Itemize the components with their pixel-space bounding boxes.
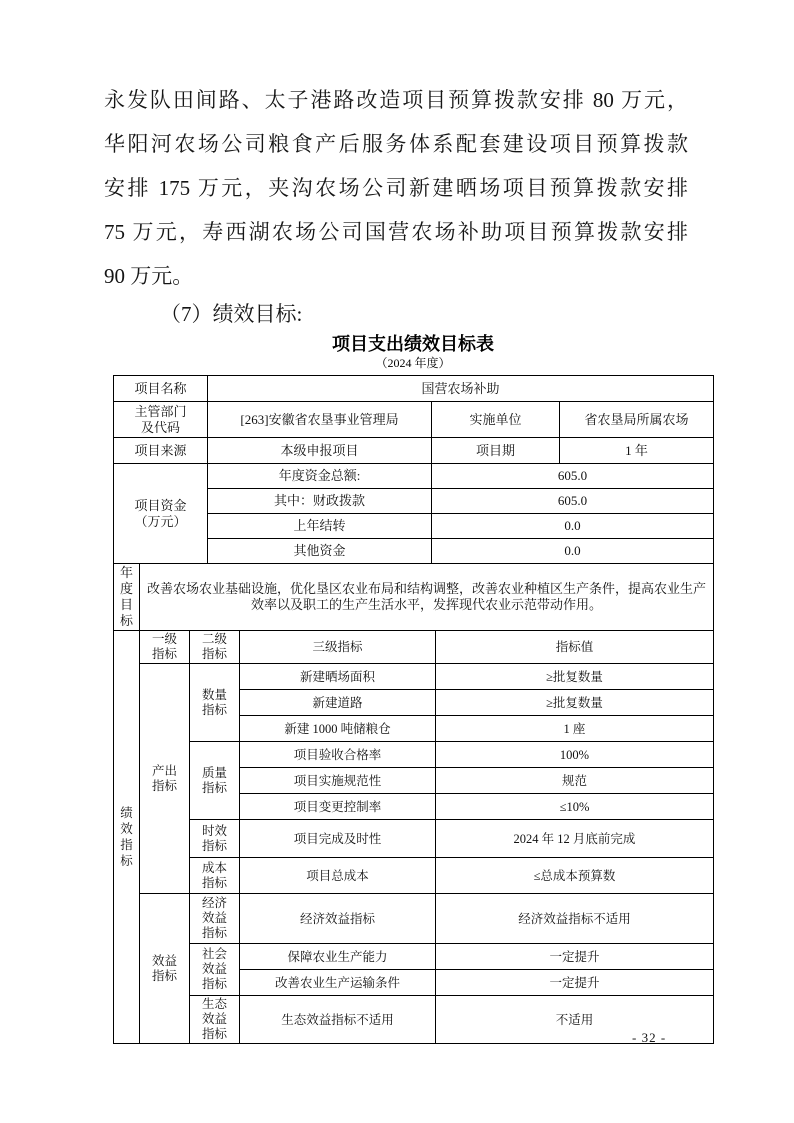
level2-ecological-text: 生态效益指标 — [201, 997, 227, 1041]
table-subtitle: （2024 年度） — [375, 356, 451, 370]
level1-output — [140, 664, 190, 894]
indicator-cell: 新建晒场面积 — [240, 664, 436, 690]
indicator-cell: 生态效益指标不适用 — [240, 996, 436, 1044]
indicator-cell: 项目变更控制率 — [240, 794, 436, 820]
indicator-row — [114, 894, 714, 944]
project-funds-label-text: 项目资金（万元） — [134, 497, 187, 529]
value-cell: 一定提升 — [436, 944, 714, 970]
project-period-label: 项目期 — [432, 438, 560, 464]
dept-value: [263]安徽省农垦事业管理局 — [208, 402, 432, 438]
annual-goal-label: 年度目标 — [114, 564, 140, 631]
funds-row-label: 其中：财政拨款 — [208, 489, 432, 514]
level2-quality — [190, 742, 240, 820]
level2-social — [190, 944, 240, 996]
level2-cost — [190, 858, 240, 894]
project-name-value: 国营农场补助 — [208, 376, 714, 402]
header-level2-text: 二级指标 — [201, 632, 227, 661]
indicator-cell: 保障农业生产能力 — [240, 944, 436, 970]
indicator-row — [114, 858, 714, 894]
section-heading: （7）绩效目标: — [160, 302, 303, 326]
table-row — [114, 464, 714, 489]
level1-output-text: 产出指标 — [151, 763, 177, 793]
paragraph-line: 75 万元，寿西湖农场公司国营农场补助项目预算拨款安排 — [104, 220, 688, 244]
value-cell: ≤总成本预算数 — [436, 858, 714, 894]
value-cell: 规范 — [436, 768, 714, 794]
dept-label-text: 主管部门及代码 — [134, 403, 187, 435]
indicator-row — [114, 996, 714, 1044]
indicator-cell: 新建道路 — [240, 690, 436, 716]
indicator-cell: 改善农业生产运输条件 — [240, 970, 436, 996]
funds-row-label: 其他资金 — [208, 539, 432, 564]
level2-timeliness-text: 时效指标 — [201, 823, 227, 853]
level2-cost-text: 成本指标 — [201, 860, 227, 890]
indicator-cell: 项目总成本 — [240, 858, 436, 894]
funds-row-value: 0.0 — [432, 514, 714, 539]
indicator-cell: 经济效益指标 — [240, 894, 436, 944]
indicator-row — [114, 944, 714, 970]
indicator-row — [114, 664, 714, 690]
body-paragraph — [104, 78, 688, 298]
level2-ecological — [190, 996, 240, 1044]
funds-row-value: 605.0 — [432, 489, 714, 514]
level1-benefit-text: 效益指标 — [151, 953, 177, 983]
value-cell: ≤10% — [436, 794, 714, 820]
level2-quantity — [190, 664, 240, 742]
value-cell: 1 座 — [436, 716, 714, 742]
indicator-cell: 项目实施规范性 — [240, 768, 436, 794]
project-funds-label — [114, 464, 208, 564]
table-row — [114, 402, 714, 438]
funds-row-value: 605.0 — [432, 464, 714, 489]
annual-goal-table — [113, 563, 714, 631]
indicator-row — [114, 820, 714, 858]
level2-quality-text: 质量指标 — [201, 765, 227, 795]
annual-goal-text: 改善农场农业基础设施，优化垦区农业布局和结构调整，改善农业种植区生产条件，提高农业生产效率以及职工的生产生活水平，发挥现代农业示范带动作用。 — [140, 564, 714, 631]
header-level1-text: 一级指标 — [151, 632, 177, 661]
level2-timeliness — [190, 820, 240, 858]
value-cell: ≥批复数量 — [436, 690, 714, 716]
level2-economic-text: 经济效益指标 — [201, 896, 227, 940]
value-cell: 100% — [436, 742, 714, 768]
level2-social-text: 社会效益指标 — [201, 947, 227, 991]
value-cell: 一定提升 — [436, 970, 714, 996]
value-cell: 经济效益指标不适用 — [436, 894, 714, 944]
header-level1 — [140, 631, 190, 664]
page-number: - 32 - — [632, 1030, 667, 1045]
header-value: 指标值 — [436, 631, 714, 664]
impl-unit-label: 实施单位 — [432, 402, 560, 438]
funds-row-value: 0.0 — [432, 539, 714, 564]
dept-label — [114, 402, 208, 438]
paragraph-line: 安排 175 万元，夹沟农场公司新建晒场项目预算拨款安排 — [104, 176, 688, 200]
paragraph-line: 90 万元。 — [104, 264, 194, 288]
value-cell: ≥批复数量 — [436, 664, 714, 690]
project-info-table — [113, 375, 714, 564]
paragraph-line: 华阳河农场公司粮食产后服务体系配套建设项目预算拨款 — [104, 132, 688, 156]
level2-quantity-text: 数量指标 — [201, 687, 227, 717]
funds-row-label: 上年结转 — [208, 514, 432, 539]
indicator-header-row — [114, 631, 714, 664]
indicator-row — [114, 742, 714, 768]
table-row — [114, 376, 714, 402]
funds-row-label: 年度资金总额: — [208, 464, 432, 489]
header-level2 — [190, 631, 240, 664]
project-source-value: 本级申报项目 — [208, 438, 432, 464]
level2-economic — [190, 894, 240, 944]
table-row — [114, 438, 714, 464]
indicator-cell: 项目验收合格率 — [240, 742, 436, 768]
indicator-cell: 新建 1000 吨储粮仓 — [240, 716, 436, 742]
paragraph-line: 永发队田间路、太子港路改造项目预算拨款安排 80 万元， — [104, 88, 688, 112]
impl-unit-value: 省农垦局所属农场 — [560, 402, 714, 438]
project-name-label: 项目名称 — [114, 376, 208, 402]
indicator-cell: 项目完成及时性 — [240, 820, 436, 858]
project-source-label: 项目来源 — [114, 438, 208, 464]
value-cell: 2024 年 12 月底前完成 — [436, 820, 714, 858]
header-level3: 三级指标 — [240, 631, 436, 664]
table-title: 项目支出绩效目标表 — [332, 334, 494, 354]
level1-benefit — [140, 894, 190, 1044]
performance-indicator-side-label: 绩效指标 — [114, 631, 140, 1044]
performance-indicator-table — [113, 630, 714, 1044]
project-period-value: 1 年 — [560, 438, 714, 464]
table-row — [114, 564, 714, 631]
value-cell: 不适用 — [436, 996, 714, 1044]
